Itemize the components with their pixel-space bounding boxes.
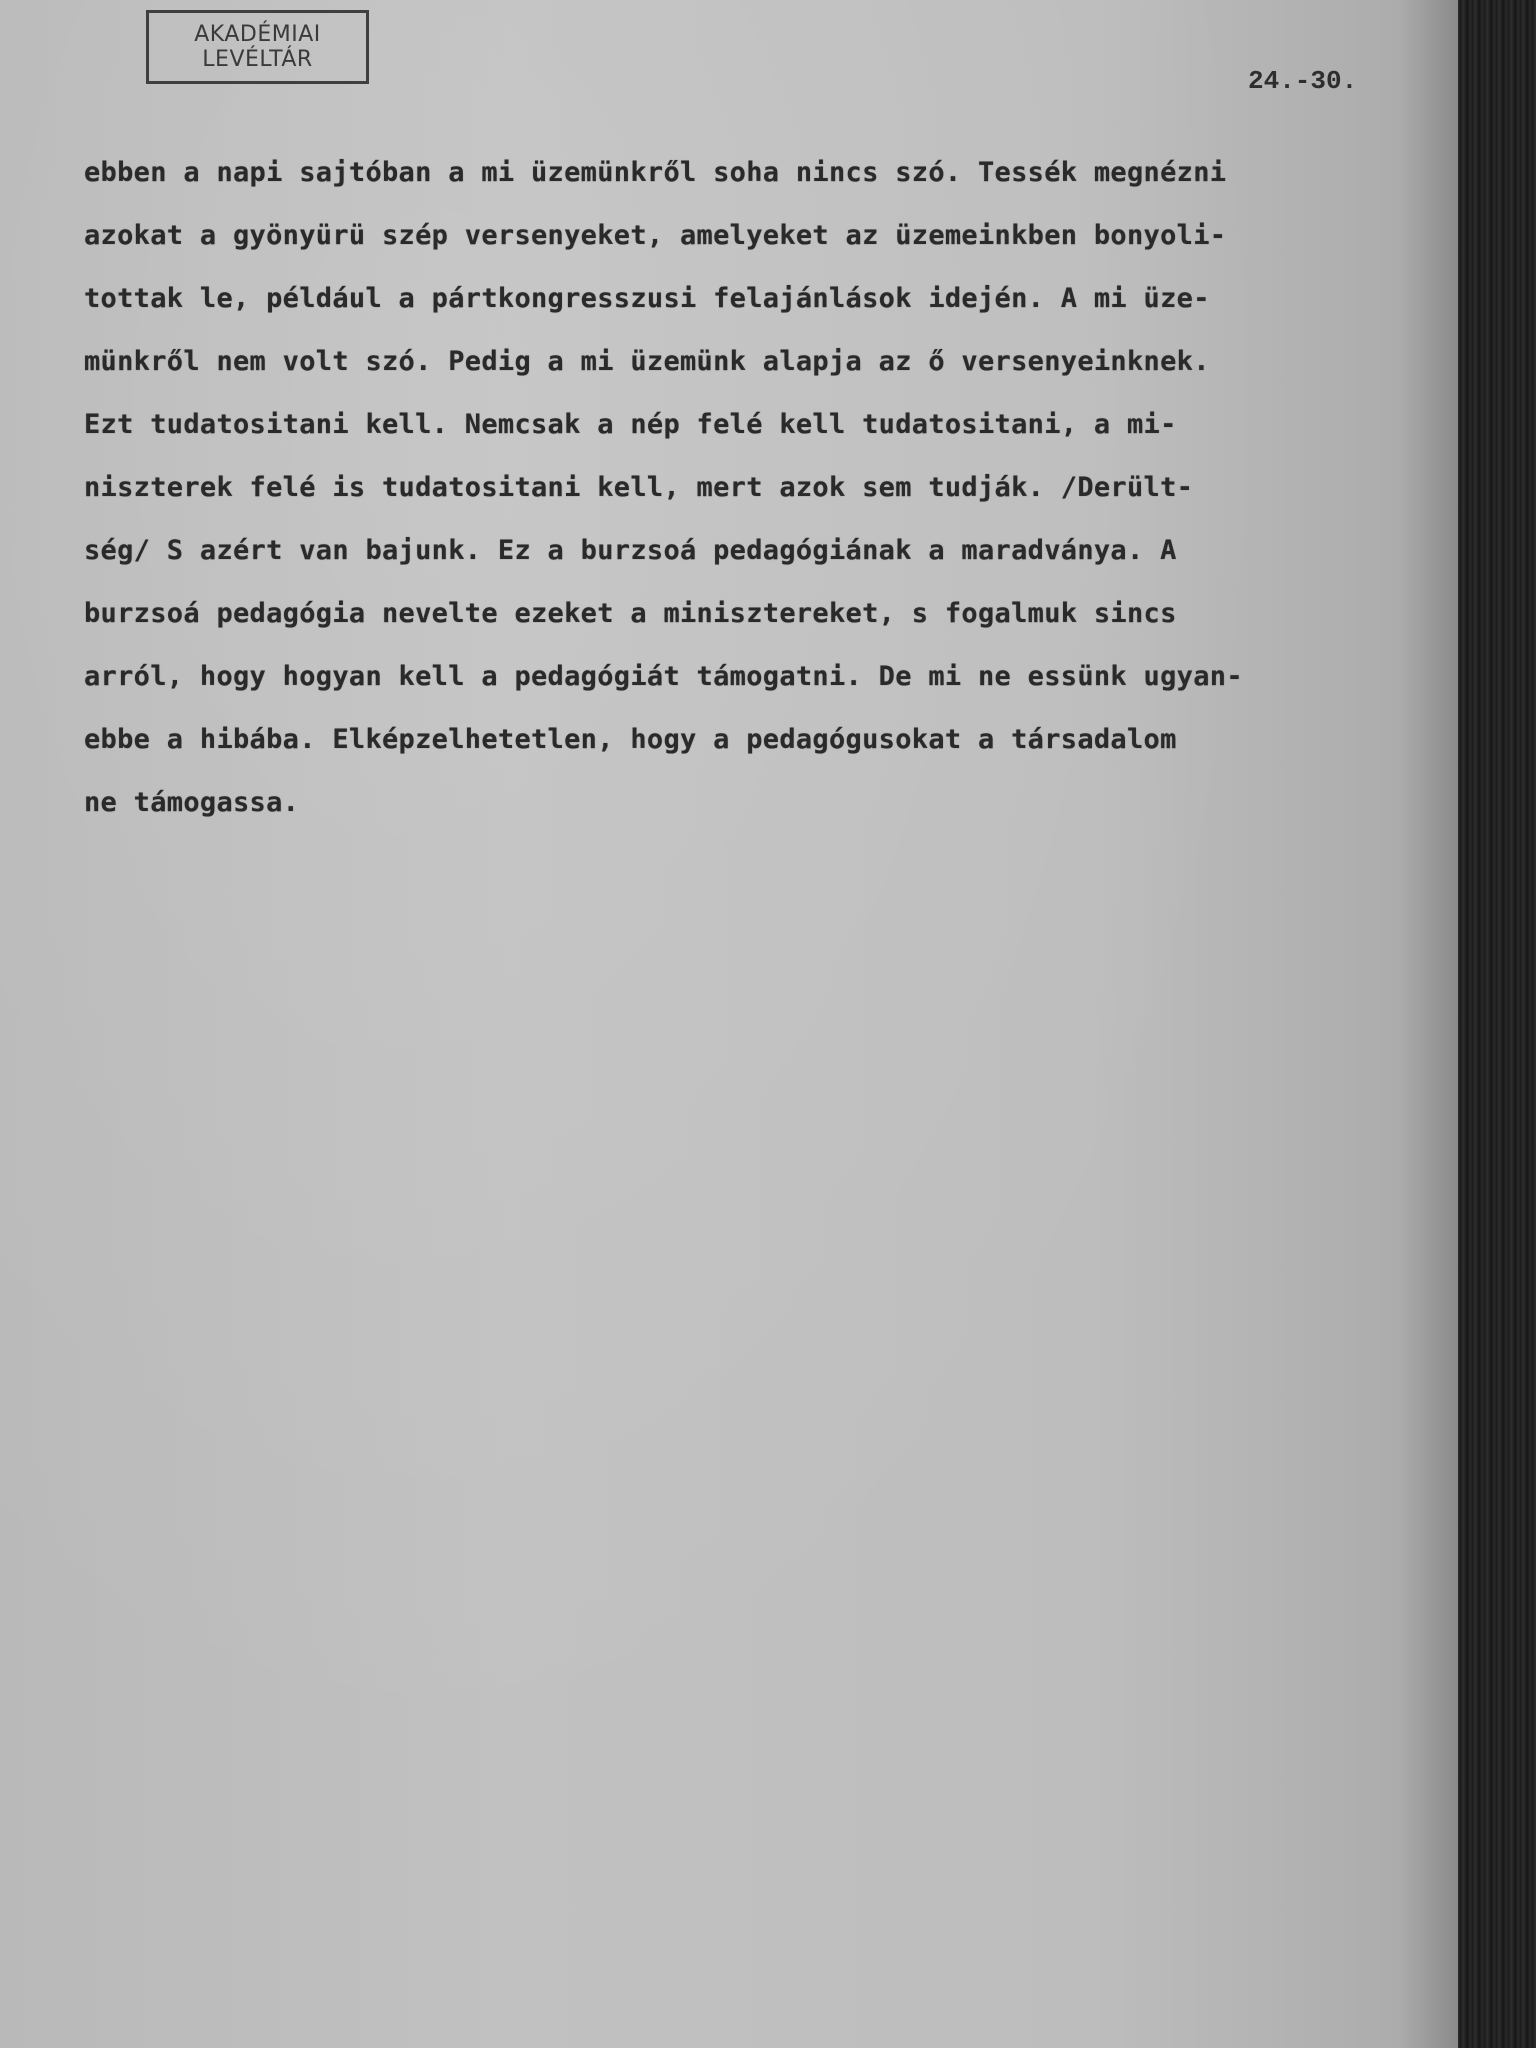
text-line: ne támogassa. — [84, 787, 300, 818]
text-line: burzsoá pedagógia nevelte ezeket a minisztereket, s fogalmuk sincs — [84, 598, 1177, 629]
stamp-line-1: AKADÉMIAI — [194, 22, 321, 47]
archive-stamp — [146, 10, 369, 84]
text-line: azokat a gyönyürü szép versenyeket, amelyeket az üzemeinkben bonyoli- — [84, 220, 1227, 251]
text-line: ebben a napi sajtóban a mi üzemünkről soha nincs szó. Tessék megnézni — [84, 157, 1227, 188]
text-line: arról, hogy hogyan kell a pedagógiát támogatni. De mi ne essünk ugyan- — [84, 661, 1243, 692]
text-line: ség/ S azért van bajunk. Ez a burzsoá pedagógiának a maradványa. A — [84, 535, 1177, 566]
text-line: münkről nem volt szó. Pedig a mi üzemünk alapja az ő versenyeinknek. — [84, 346, 1210, 377]
stamp-line-2: LEVÉLTÁR — [202, 47, 313, 72]
book-binding-edge — [1458, 0, 1536, 2048]
text-line: tottak le, például a pártkongresszusi felajánlások idején. A mi üze- — [84, 283, 1210, 314]
text-line: niszterek felé is tudatositani kell, mert azok sem tudják. /Derült- — [84, 472, 1194, 503]
text-line: Ezt tudatositani kell. Nemcsak a nép felé kell tudatositani, a mi- — [84, 409, 1177, 440]
page-number: 24.-30. — [1248, 66, 1358, 96]
text-line: ebbe a hibába. Elképzelhetetlen, hogy a pedagógusokat a társadalom — [84, 724, 1177, 755]
body-text — [84, 158, 1454, 851]
